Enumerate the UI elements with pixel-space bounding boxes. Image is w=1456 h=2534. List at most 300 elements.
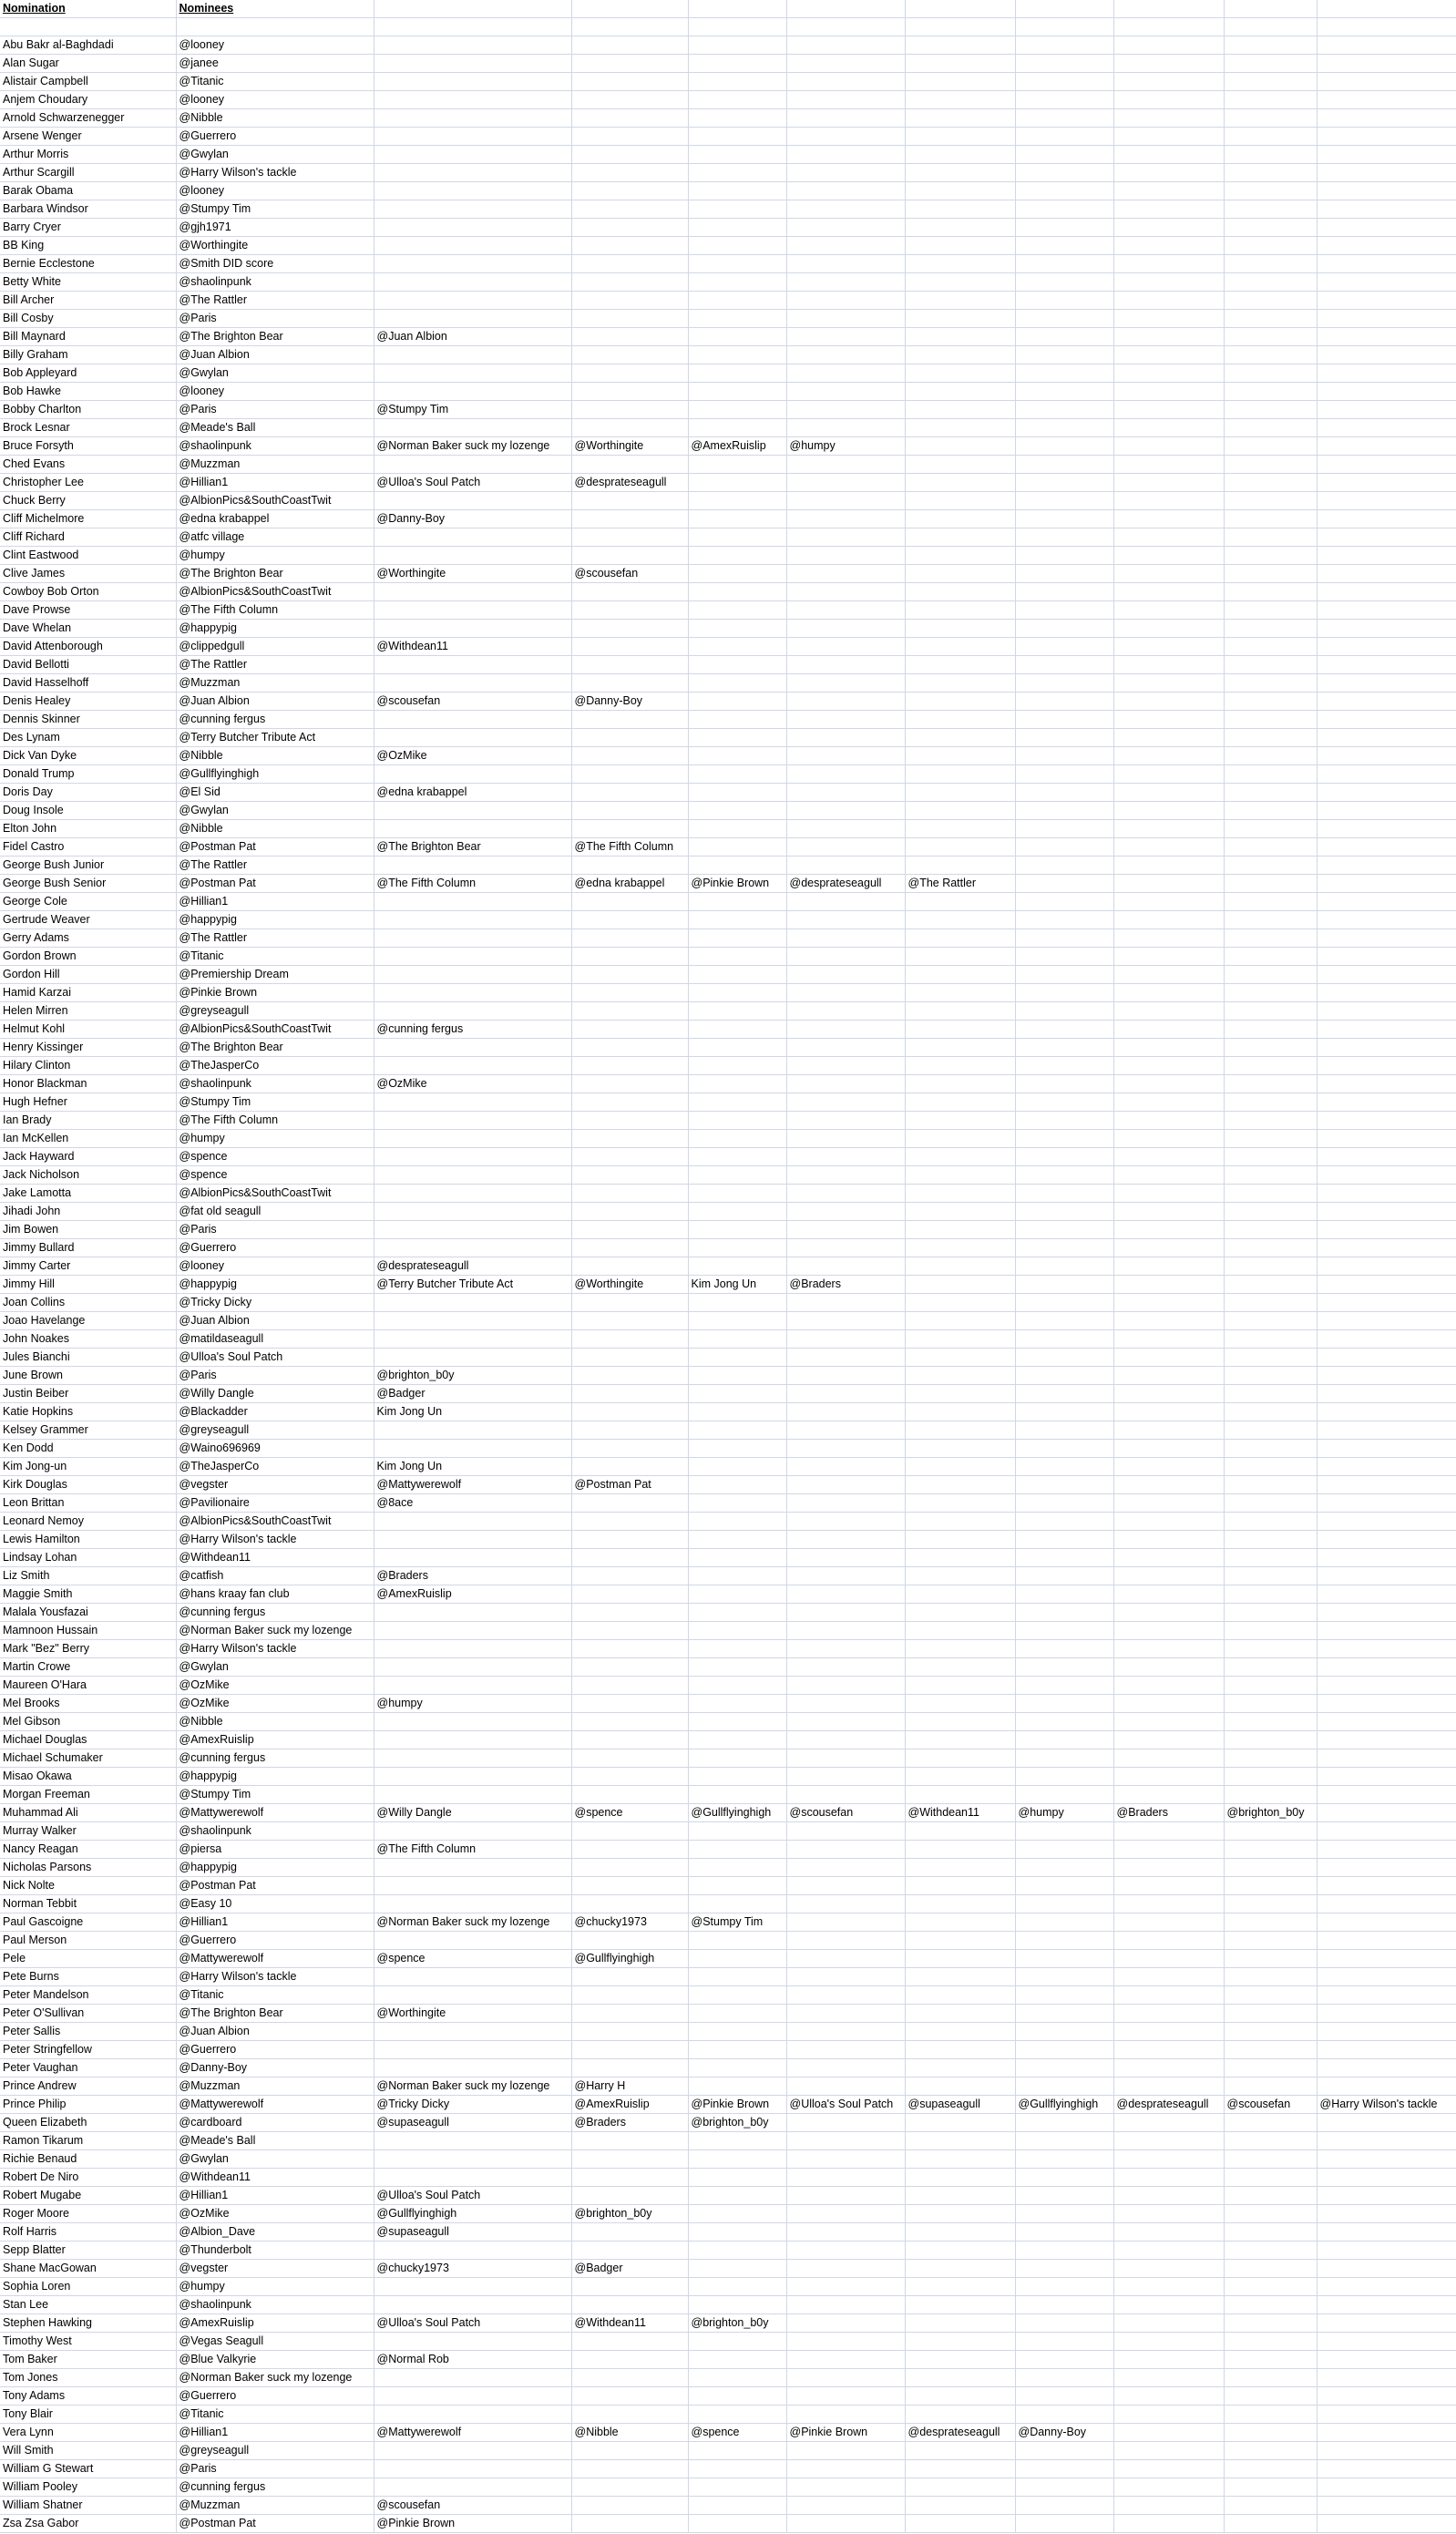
nominee-cell[interactable]: @The Rattler xyxy=(176,292,374,310)
cell[interactable] xyxy=(786,219,905,237)
cell[interactable] xyxy=(786,1093,905,1112)
cell[interactable] xyxy=(1113,219,1224,237)
cell[interactable] xyxy=(1113,146,1224,164)
cell[interactable] xyxy=(374,1239,571,1257)
nomination-cell[interactable]: Jimmy Hill xyxy=(0,1276,176,1294)
cell[interactable] xyxy=(571,1002,688,1021)
cell[interactable] xyxy=(1224,1093,1317,1112)
nomination-cell[interactable]: Ramon Tikarum xyxy=(0,2132,176,2150)
cell[interactable] xyxy=(1113,2169,1224,2187)
cell[interactable] xyxy=(1015,1367,1113,1385)
cell[interactable] xyxy=(374,1658,571,1677)
cell[interactable] xyxy=(1317,729,1456,747)
cell[interactable] xyxy=(786,2515,905,2533)
cell[interactable] xyxy=(905,2351,1015,2369)
nominee-cell[interactable]: @spence xyxy=(374,1950,571,1968)
cell[interactable] xyxy=(1317,1968,1456,1986)
cell[interactable] xyxy=(1113,1786,1224,1804)
cell[interactable] xyxy=(1015,1239,1113,1257)
cell[interactable] xyxy=(1224,2515,1317,2533)
cell[interactable] xyxy=(1224,893,1317,911)
nominee-cell[interactable]: @AmexRuislip xyxy=(176,1731,374,1749)
nominee-cell[interactable]: @edna krabappel xyxy=(176,510,374,528)
cell[interactable] xyxy=(1015,1021,1113,1039)
cell[interactable] xyxy=(1113,1130,1224,1148)
cell[interactable] xyxy=(571,929,688,948)
cell[interactable] xyxy=(1015,1476,1113,1494)
cell[interactable] xyxy=(571,1786,688,1804)
cell[interactable] xyxy=(1317,328,1456,346)
cell[interactable] xyxy=(374,1002,571,1021)
nominee-cell[interactable]: @OzMike xyxy=(176,1677,374,1695)
cell[interactable] xyxy=(571,1130,688,1148)
cell[interactable] xyxy=(786,1786,905,1804)
cell[interactable] xyxy=(786,2132,905,2150)
cell[interactable] xyxy=(571,1622,688,1640)
cell[interactable] xyxy=(571,1549,688,1567)
cell[interactable] xyxy=(1113,1093,1224,1112)
cell[interactable] xyxy=(688,2077,786,2096)
nominee-cell[interactable]: @cunning fergus xyxy=(176,1749,374,1768)
nominee-cell[interactable]: @desprateseagull xyxy=(374,1257,571,1276)
nominee-cell[interactable]: @Hillian1 xyxy=(176,474,374,492)
cell[interactable] xyxy=(1015,820,1113,838)
cell[interactable] xyxy=(571,2387,688,2406)
cell[interactable] xyxy=(688,911,786,929)
nominee-cell[interactable]: @scousefan xyxy=(1224,2096,1317,2114)
cell[interactable] xyxy=(1015,2242,1113,2260)
cell[interactable] xyxy=(1113,73,1224,91)
nominee-cell[interactable]: @The Fifth Column xyxy=(374,875,571,893)
cell[interactable] xyxy=(1224,492,1317,510)
cell[interactable] xyxy=(786,2150,905,2169)
cell[interactable] xyxy=(786,1385,905,1403)
cell[interactable] xyxy=(688,182,786,200)
nomination-cell[interactable]: Bob Hawke xyxy=(0,383,176,401)
cell[interactable] xyxy=(786,237,905,255)
cell[interactable] xyxy=(1224,656,1317,674)
cell[interactable] xyxy=(1113,456,1224,474)
cell[interactable] xyxy=(1113,2442,1224,2460)
cell[interactable] xyxy=(1015,1203,1113,1221)
cell[interactable] xyxy=(688,2242,786,2260)
cell[interactable] xyxy=(1224,1349,1317,1367)
cell[interactable] xyxy=(1015,2369,1113,2387)
cell[interactable] xyxy=(688,1440,786,1458)
cell[interactable] xyxy=(688,2041,786,2059)
cell[interactable] xyxy=(688,1403,786,1421)
nominee-cell[interactable]: @Meade's Ball xyxy=(176,2132,374,2150)
cell[interactable] xyxy=(688,929,786,948)
nominee-cell[interactable]: @Paris xyxy=(176,401,374,419)
cell[interactable] xyxy=(571,1257,688,1276)
cell[interactable] xyxy=(1224,2406,1317,2424)
nomination-cell[interactable]: Katie Hopkins xyxy=(0,1403,176,1421)
cell[interactable] xyxy=(571,1367,688,1385)
nomination-cell[interactable]: Abu Bakr al-Baghdadi xyxy=(0,36,176,55)
cell[interactable] xyxy=(688,109,786,128)
cell[interactable] xyxy=(1113,656,1224,674)
cell[interactable] xyxy=(1224,1950,1317,1968)
cell[interactable] xyxy=(905,237,1015,255)
cell[interactable] xyxy=(1015,128,1113,146)
cell[interactable] xyxy=(1317,2369,1456,2387)
cell[interactable] xyxy=(1224,2169,1317,2187)
cell[interactable] xyxy=(571,2132,688,2150)
cell[interactable] xyxy=(1015,310,1113,328)
cell[interactable] xyxy=(1224,1841,1317,1859)
cell[interactable] xyxy=(1317,1294,1456,1312)
cell[interactable] xyxy=(571,2442,688,2460)
cell[interactable] xyxy=(688,638,786,656)
nominee-cell[interactable]: @The Fifth Column xyxy=(176,1112,374,1130)
cell[interactable] xyxy=(905,747,1015,765)
cell[interactable] xyxy=(571,2333,688,2351)
cell[interactable] xyxy=(905,1768,1015,1786)
nominee-cell[interactable]: @Nibble xyxy=(176,1713,374,1731)
cell[interactable] xyxy=(374,1148,571,1166)
cell[interactable] xyxy=(1317,2150,1456,2169)
nomination-cell[interactable]: George Bush Junior xyxy=(0,857,176,875)
cell[interactable] xyxy=(1317,1002,1456,1021)
cell[interactable] xyxy=(1317,2023,1456,2041)
nomination-cell[interactable]: Fidel Castro xyxy=(0,838,176,857)
nomination-cell[interactable]: Jules Bianchi xyxy=(0,1349,176,1367)
cell[interactable] xyxy=(1317,2005,1456,2023)
cell[interactable] xyxy=(1015,2260,1113,2278)
cell[interactable] xyxy=(688,1185,786,1203)
cell[interactable] xyxy=(905,820,1015,838)
cell[interactable] xyxy=(571,2296,688,2314)
cell[interactable] xyxy=(1015,1130,1113,1148)
cell[interactable] xyxy=(1224,1330,1317,1349)
nomination-cell[interactable]: June Brown xyxy=(0,1367,176,1385)
cell[interactable] xyxy=(905,1513,1015,1531)
cell[interactable] xyxy=(688,583,786,601)
nominee-cell[interactable]: @Juan Albion xyxy=(176,692,374,711)
cell[interactable] xyxy=(905,1057,1015,1075)
cell[interactable] xyxy=(374,164,571,182)
cell[interactable] xyxy=(1015,1458,1113,1476)
cell[interactable] xyxy=(374,620,571,638)
cell[interactable] xyxy=(1224,583,1317,601)
cell[interactable] xyxy=(1015,1349,1113,1367)
cell[interactable] xyxy=(1317,1257,1456,1276)
cell[interactable] xyxy=(905,765,1015,784)
cell[interactable] xyxy=(1224,765,1317,784)
nomination-cell[interactable]: Cliff Richard xyxy=(0,528,176,547)
cell[interactable] xyxy=(1113,2497,1224,2515)
cell[interactable] xyxy=(786,984,905,1002)
cell[interactable] xyxy=(786,2460,905,2478)
nomination-cell[interactable]: Dennis Skinner xyxy=(0,711,176,729)
nomination-cell[interactable]: Prince Philip xyxy=(0,2096,176,2114)
cell[interactable] xyxy=(1015,1822,1113,1841)
nominee-cell[interactable]: @Gwylan xyxy=(176,146,374,164)
nomination-cell[interactable]: Billy Graham xyxy=(0,346,176,364)
cell[interactable] xyxy=(1224,929,1317,948)
cell[interactable] xyxy=(1317,802,1456,820)
cell[interactable] xyxy=(374,1932,571,1950)
nominee-cell[interactable]: @TheJasperCo xyxy=(176,1458,374,1476)
cell[interactable] xyxy=(688,1476,786,1494)
nominee-cell[interactable]: @scousefan xyxy=(374,2497,571,2515)
cell[interactable] xyxy=(1224,601,1317,620)
nominee-cell[interactable]: @Tricky Dicky xyxy=(176,1294,374,1312)
cell[interactable] xyxy=(1224,2333,1317,2351)
cell[interactable] xyxy=(374,1768,571,1786)
cell[interactable] xyxy=(374,2442,571,2460)
nomination-cell[interactable]: Alistair Campbell xyxy=(0,73,176,91)
nominee-cell[interactable]: @Withdean11 xyxy=(571,2314,688,2333)
cell[interactable] xyxy=(1113,1749,1224,1768)
nomination-cell[interactable]: Stephen Hawking xyxy=(0,2314,176,2333)
cell[interactable] xyxy=(1113,620,1224,638)
cell[interactable] xyxy=(688,747,786,765)
cell[interactable] xyxy=(374,1185,571,1203)
nominee-cell[interactable]: @Nibble xyxy=(176,820,374,838)
cell[interactable] xyxy=(786,128,905,146)
cell[interactable] xyxy=(1224,1294,1317,1312)
cell[interactable] xyxy=(1224,2442,1317,2460)
cell[interactable] xyxy=(1224,2351,1317,2369)
cell[interactable] xyxy=(786,1221,905,1239)
cell[interactable] xyxy=(905,2077,1015,2096)
cell[interactable] xyxy=(1317,73,1456,91)
cell[interactable] xyxy=(905,456,1015,474)
cell[interactable] xyxy=(1317,1403,1456,1421)
cell[interactable] xyxy=(786,310,905,328)
cell[interactable] xyxy=(905,1677,1015,1695)
cell[interactable] xyxy=(1113,1859,1224,1877)
cell[interactable] xyxy=(1015,729,1113,747)
cell[interactable] xyxy=(905,1713,1015,1731)
cell[interactable] xyxy=(1224,1148,1317,1166)
cell[interactable] xyxy=(374,1786,571,1804)
cell[interactable] xyxy=(1113,109,1224,128)
cell[interactable] xyxy=(1317,711,1456,729)
cell[interactable] xyxy=(1317,747,1456,765)
cell[interactable] xyxy=(1015,1640,1113,1658)
cell[interactable] xyxy=(688,492,786,510)
cell[interactable] xyxy=(1113,765,1224,784)
cell[interactable] xyxy=(1317,1895,1456,1913)
cell[interactable] xyxy=(905,109,1015,128)
cell[interactable] xyxy=(1015,182,1113,200)
cell[interactable] xyxy=(786,547,905,565)
nomination-cell[interactable]: Arthur Morris xyxy=(0,146,176,164)
cell[interactable] xyxy=(688,1640,786,1658)
nominee-cell[interactable]: @looney xyxy=(176,383,374,401)
nominee-cell[interactable]: @Norman Baker suck my lozenge xyxy=(176,2369,374,2387)
cell[interactable] xyxy=(1224,784,1317,802)
nomination-cell[interactable]: Helen Mirren xyxy=(0,1002,176,1021)
cell[interactable] xyxy=(905,2460,1015,2478)
cell[interactable] xyxy=(1224,1440,1317,1458)
nominee-cell[interactable]: @Willy Dangle xyxy=(176,1385,374,1403)
nominee-cell[interactable]: @brighton_b0y xyxy=(688,2114,786,2132)
nomination-cell[interactable]: Ched Evans xyxy=(0,456,176,474)
cell[interactable] xyxy=(786,1294,905,1312)
nominee-cell[interactable]: @Terry Butcher Tribute Act xyxy=(374,1276,571,1294)
cell[interactable] xyxy=(1317,1531,1456,1549)
cell[interactable] xyxy=(1317,1585,1456,1604)
cell[interactable] xyxy=(176,18,374,36)
cell[interactable] xyxy=(1113,1713,1224,1731)
nomination-cell[interactable]: Queen Elizabeth xyxy=(0,2114,176,2132)
cell[interactable] xyxy=(1224,747,1317,765)
cell[interactable] xyxy=(688,474,786,492)
cell[interactable] xyxy=(1113,1440,1224,1458)
cell[interactable] xyxy=(1113,164,1224,182)
cell[interactable] xyxy=(786,2205,905,2223)
cell[interactable] xyxy=(1317,984,1456,1002)
cell[interactable] xyxy=(1113,36,1224,55)
cell[interactable] xyxy=(1224,1531,1317,1549)
cell[interactable] xyxy=(1015,1768,1113,1786)
nomination-cell[interactable]: Anjem Choudary xyxy=(0,91,176,109)
cell[interactable] xyxy=(1113,128,1224,146)
cell[interactable] xyxy=(786,1658,905,1677)
cell[interactable] xyxy=(688,292,786,310)
cell[interactable] xyxy=(1113,474,1224,492)
cell[interactable] xyxy=(688,711,786,729)
cell[interactable] xyxy=(786,328,905,346)
cell[interactable] xyxy=(1113,984,1224,1002)
cell[interactable] xyxy=(688,948,786,966)
cell[interactable] xyxy=(374,1859,571,1877)
cell[interactable] xyxy=(905,1950,1015,1968)
cell[interactable] xyxy=(1317,929,1456,948)
nomination-cell[interactable]: Richie Benaud xyxy=(0,2150,176,2169)
cell[interactable] xyxy=(1317,1768,1456,1786)
cell[interactable] xyxy=(571,1841,688,1859)
cell[interactable] xyxy=(1317,601,1456,620)
cell[interactable] xyxy=(1224,2205,1317,2223)
cell[interactable] xyxy=(1224,364,1317,383)
cell[interactable] xyxy=(1224,1895,1317,1913)
cell[interactable] xyxy=(571,1093,688,1112)
cell[interactable] xyxy=(374,2278,571,2296)
nomination-cell[interactable]: Cowboy Bob Orton xyxy=(0,583,176,601)
nominee-cell[interactable]: @Badger xyxy=(571,2260,688,2278)
cell[interactable] xyxy=(1317,820,1456,838)
cell[interactable] xyxy=(688,1622,786,1640)
cell[interactable] xyxy=(905,1002,1015,1021)
nominee-cell[interactable]: @Willy Dangle xyxy=(374,1804,571,1822)
cell[interactable] xyxy=(905,419,1015,437)
cell[interactable] xyxy=(905,929,1015,948)
nomination-cell[interactable]: Rolf Harris xyxy=(0,2223,176,2242)
cell[interactable] xyxy=(1015,36,1113,55)
nomination-cell[interactable]: Stan Lee xyxy=(0,2296,176,2314)
cell[interactable] xyxy=(905,2296,1015,2314)
cell[interactable] xyxy=(1224,1458,1317,1476)
nominee-cell[interactable]: @janee xyxy=(176,55,374,73)
nominee-cell[interactable]: @Titanic xyxy=(176,73,374,91)
cell[interactable] xyxy=(905,2406,1015,2424)
cell[interactable] xyxy=(688,128,786,146)
cell[interactable] xyxy=(1015,1877,1113,1895)
nomination-cell[interactable]: Justin Beiber xyxy=(0,1385,176,1403)
cell[interactable] xyxy=(1317,1786,1456,1804)
nominee-cell[interactable]: @The Brighton Bear xyxy=(176,1039,374,1057)
nomination-cell[interactable]: Bill Cosby xyxy=(0,310,176,328)
cell[interactable] xyxy=(1317,2351,1456,2369)
cell[interactable] xyxy=(905,1403,1015,1421)
nominee-cell[interactable]: @AlbionPics&SouthCoastTwit xyxy=(176,1185,374,1203)
cell[interactable] xyxy=(688,1203,786,1221)
cell[interactable] xyxy=(1224,2460,1317,2478)
cell[interactable] xyxy=(1015,255,1113,273)
cell[interactable] xyxy=(1317,966,1456,984)
cell[interactable] xyxy=(1224,2187,1317,2205)
cell[interactable] xyxy=(1317,2041,1456,2059)
cell[interactable] xyxy=(1015,893,1113,911)
cell[interactable] xyxy=(1317,1075,1456,1093)
cell[interactable] xyxy=(1113,346,1224,364)
cell[interactable] xyxy=(1113,1768,1224,1786)
cell[interactable] xyxy=(786,1002,905,1021)
cell[interactable] xyxy=(1113,1385,1224,1403)
cell[interactable] xyxy=(374,1713,571,1731)
cell[interactable] xyxy=(1015,2059,1113,2077)
cell[interactable] xyxy=(1113,1731,1224,1749)
cell[interactable] xyxy=(374,1057,571,1075)
cell[interactable] xyxy=(1113,1822,1224,1841)
cell[interactable] xyxy=(1224,2369,1317,2387)
nominee-cell[interactable]: @Muzzman xyxy=(176,674,374,692)
nomination-cell[interactable]: William Pooley xyxy=(0,2478,176,2497)
cell[interactable] xyxy=(1113,1057,1224,1075)
cell[interactable] xyxy=(688,2406,786,2424)
cell[interactable] xyxy=(688,1075,786,1093)
cell[interactable] xyxy=(786,109,905,128)
nomination-cell[interactable]: Gerry Adams xyxy=(0,929,176,948)
cell[interactable] xyxy=(571,1458,688,1476)
nomination-cell[interactable]: Dave Prowse xyxy=(0,601,176,620)
cell[interactable] xyxy=(1224,1877,1317,1895)
nomination-cell[interactable]: Donald Trump xyxy=(0,765,176,784)
nomination-cell[interactable]: Martin Crowe xyxy=(0,1658,176,1677)
cell[interactable] xyxy=(1015,109,1113,128)
cell[interactable] xyxy=(786,1895,905,1913)
nominee-cell[interactable]: @Titanic xyxy=(176,1986,374,2005)
cell[interactable] xyxy=(1317,437,1456,456)
cell[interactable] xyxy=(374,711,571,729)
cell[interactable] xyxy=(1113,1276,1224,1294)
cell[interactable] xyxy=(374,2023,571,2041)
cell[interactable] xyxy=(571,1822,688,1841)
cell[interactable] xyxy=(688,2497,786,2515)
cell[interactable] xyxy=(1015,692,1113,711)
nominee-cell[interactable]: @Nibble xyxy=(176,109,374,128)
cell[interactable] xyxy=(571,1039,688,1057)
cell[interactable] xyxy=(1113,1494,1224,1513)
cell[interactable] xyxy=(786,2442,905,2460)
cell[interactable] xyxy=(1224,2278,1317,2296)
cell[interactable] xyxy=(688,1604,786,1622)
cell[interactable] xyxy=(571,1166,688,1185)
cell[interactable] xyxy=(571,0,688,18)
cell[interactable] xyxy=(786,2478,905,2497)
cell[interactable] xyxy=(374,364,571,383)
cell[interactable] xyxy=(905,2278,1015,2296)
cell[interactable] xyxy=(571,2005,688,2023)
nomination-cell[interactable]: Kim Jong-un xyxy=(0,1458,176,1476)
cell[interactable] xyxy=(1113,2369,1224,2387)
cell[interactable] xyxy=(374,948,571,966)
